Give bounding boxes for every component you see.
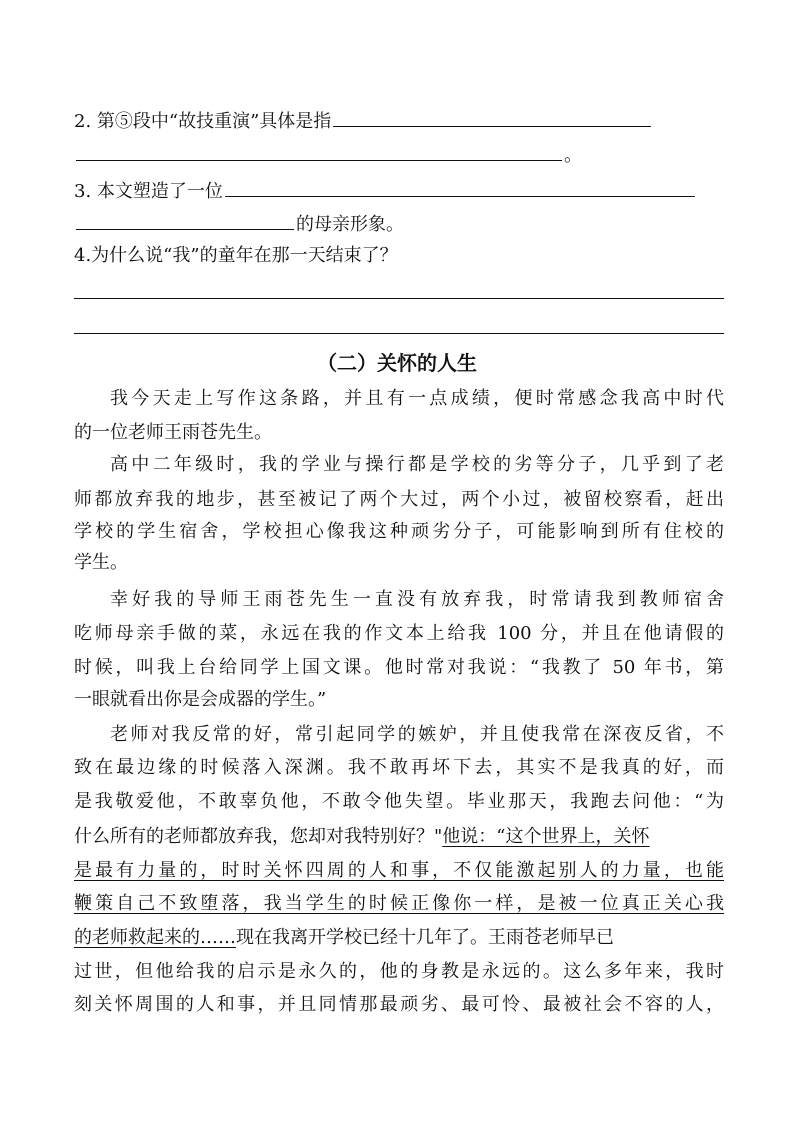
- question-3-answer-blank-1[interactable]: [225, 178, 695, 197]
- question-2: [74, 108, 724, 134]
- passage-line: 吃师母亲手做的菜，永远在我的作文本上给我 100 分，并且在他请假的: [74, 623, 724, 644]
- question-2-text: 2. 第⑤段中“故技重演”具体是指: [74, 111, 332, 132]
- passage-line: 老师对我反常的好，常引起同学的嫉妒，并且使我常在深夜反省，不: [110, 724, 724, 745]
- passage-line: 时候，叫我上台给同学上国文课。他时常对我说：“我教了 50 年书，第: [74, 657, 724, 678]
- passage-line: 过世，但他给我的启示是永久的，他的身教是永远的。这么多年来，我时: [74, 961, 724, 982]
- passage-line: 一眼就看出你是会成器的学生。”: [74, 689, 327, 710]
- question-4-text: 4.为什么说“我”的童年在那一天结束了？: [74, 245, 398, 266]
- question-3: [74, 178, 724, 204]
- passage-line: 学校的学生宿舍，学校担心像我这种顽劣分子，可能影响到所有住校的: [74, 521, 724, 542]
- passage-line: 师都放弃我的地步，甚至被记了两个大过，两个小过，被留校察看，赶出: [74, 489, 724, 510]
- question-3-answer-blank-2[interactable]: [76, 211, 294, 230]
- passage-line: 的一位老师王雨苍先生。: [74, 422, 272, 443]
- section-title: （二）关怀的人生: [317, 351, 477, 375]
- question-3-cont: [74, 211, 724, 237]
- underlined-line: 是最有力量的，时时关怀四周的人和事，不仅能激起别人的力量，也能: [74, 860, 724, 881]
- question-3-suffix: 的母亲形象。: [296, 214, 404, 235]
- passage-line: 高中二年级时，我的学业与操行都是学校的劣等分子，几乎到了老: [110, 454, 724, 475]
- passage-text: 什么所有的老师都放弃我，您却对我特别好？": [74, 826, 443, 847]
- question-2-answer-blank-2[interactable]: [76, 142, 562, 161]
- question-2-cont: [74, 142, 724, 168]
- passage-line: 致在最边缘的时候落入深渊。我不敢再坏下去，其实不是我真的好，而: [74, 757, 724, 778]
- underlined-line: 鞭策自己不致堕落，我当学生的时候正像你一样，是被一位真正关心我: [74, 893, 724, 914]
- passage-line: [74, 926, 724, 950]
- question-2-answer-blank-1[interactable]: [333, 108, 651, 127]
- passage-line: [74, 825, 724, 849]
- underlined-text: 的老师救起来的……: [74, 927, 236, 948]
- passage-line: 幸好我的导师王雨苍先生一直没有放弃我，时常请我到教师宿舍: [110, 589, 724, 610]
- passage-line: 我今天走上写作这条路，并且有一点成绩，便时常感念我高中时代: [110, 388, 724, 409]
- question-2-suffix: 。: [564, 145, 582, 166]
- question-4: [74, 244, 724, 268]
- passage-line: 学生。: [74, 552, 128, 573]
- passage-line: 是我敬爱他，不敢辜负他，不敢令他失望。毕业那天，我跑去问他：“为: [74, 791, 724, 812]
- question-4-answer-line-2[interactable]: [74, 333, 724, 334]
- passage-text: 现在我离开学校已经十几年了。王雨苍老师早已: [236, 927, 614, 948]
- passage-line: 刻关怀周围的人和事，并且同情那最顽劣、最可怜、最被社会不容的人，: [74, 994, 724, 1015]
- question-3-text: 3. 本文塑造了一位: [74, 181, 223, 202]
- underlined-text: 他说：“这个世界上，关怀: [442, 826, 650, 847]
- question-4-answer-line-1[interactable]: [74, 298, 724, 299]
